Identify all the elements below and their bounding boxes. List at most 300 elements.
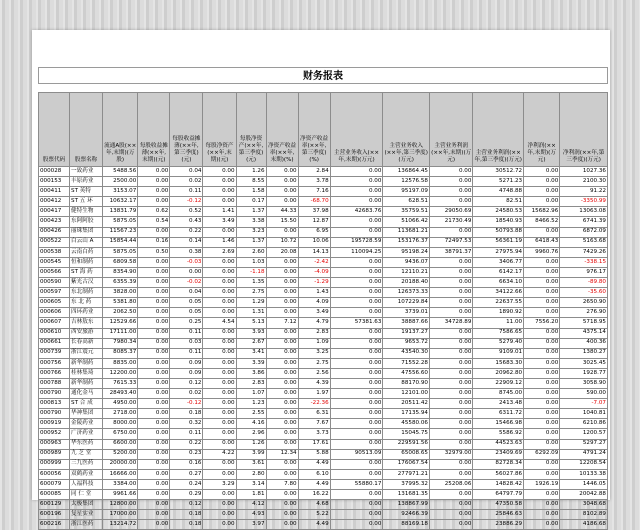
table-cell[interactable]: 九 芝 堂 [70,449,103,459]
table-cell[interactable]: 19137.27 [383,328,430,338]
column-header[interactable]: 净利润(××年,第三季度)(万元) [560,93,608,167]
table-cell[interactable]: 1.37 [236,207,266,217]
table-cell[interactable]: 17.61 [298,439,330,449]
table-cell[interactable]: 2.75 [298,358,330,368]
table-cell[interactable]: 0.00 [203,389,236,399]
table-cell[interactable]: 0.52 [170,207,203,217]
table-cell[interactable]: 0.18 [170,520,203,530]
table-cell[interactable]: 0.00 [203,197,236,207]
table-cell[interactable]: 6210.86 [560,419,608,429]
table-cell[interactable]: 0.62 [138,207,170,217]
table-cell[interactable]: 3.78 [298,177,330,187]
table-cell[interactable]: ST 海 药 [70,267,103,277]
table-cell[interactable]: 0.00 [330,278,383,288]
table-cell[interactable]: 5.13 [236,318,266,328]
table-cell[interactable]: 4186.68 [560,520,608,530]
table-cell[interactable]: 0.00 [330,429,383,439]
table-cell[interactable]: 0.00 [330,217,383,227]
table-cell[interactable]: 9961.66 [103,490,138,500]
table-cell[interactable]: 0.00 [138,469,170,479]
table-cell[interactable]: 4.54 [203,318,236,328]
table-cell[interactable]: 2650.90 [560,298,608,308]
table-cell[interactable]: 56027.86 [473,469,524,479]
table-cell[interactable]: 176067.54 [383,459,430,469]
table-cell[interactable]: 15045.75 [383,429,430,439]
table-cell[interactable]: 0.00 [524,419,560,429]
table-cell[interactable]: 590.00 [560,389,608,399]
table-cell[interactable]: 0.00 [524,328,560,338]
table-cell[interactable]: 0.00 [203,227,236,237]
table-cell[interactable]: 4748.88 [473,187,524,197]
table-cell[interactable]: 47350.58 [473,500,524,510]
table-cell[interactable]: 白云山 A [70,237,103,247]
table-cell[interactable]: 72497.53 [429,237,472,247]
table-cell[interactable]: 000790 [39,389,70,399]
table-cell[interactable]: 0.00 [203,177,236,187]
table-cell[interactable]: 4.68 [298,500,330,510]
table-cell[interactable]: -22.36 [298,399,330,409]
table-cell[interactable]: 8102.89 [560,510,608,520]
table-cell[interactable]: 2.75 [236,288,266,298]
table-cell[interactable]: 3.93 [236,328,266,338]
table-cell[interactable]: 1027.36 [560,167,608,177]
table-cell[interactable]: 20000.00 [103,459,138,469]
table-cell[interactable]: 3.23 [236,227,266,237]
table-cell[interactable]: 0.43 [170,217,203,227]
table-cell[interactable]: 000766 [39,368,70,378]
table-cell[interactable]: 0.00 [330,298,383,308]
table-cell[interactable]: 0.00 [138,288,170,298]
table-cell[interactable]: 0.00 [138,227,170,237]
table-cell[interactable]: ST 合 成 [70,399,103,409]
table-cell[interactable]: 88170.90 [383,378,430,388]
table-cell[interactable]: 0.12 [170,378,203,388]
table-cell[interactable]: 6355.39 [103,278,138,288]
table-cell[interactable]: 5297.27 [560,439,608,449]
table-cell[interactable]: 8835.00 [103,358,138,368]
table-cell[interactable]: 3.73 [298,429,330,439]
table-cell[interactable]: 0.00 [203,167,236,177]
table-cell[interactable]: 0.00 [524,278,560,288]
table-cell[interactable]: 2.80 [236,469,266,479]
table-cell[interactable]: 0.00 [429,429,472,439]
table-cell[interactable]: 1.81 [236,490,266,500]
table-cell[interactable]: 0.00 [203,348,236,358]
table-cell[interactable]: 0.18 [170,510,203,520]
column-header[interactable]: 每股收益摊薄(××年,第三季度)(元) [170,93,203,167]
table-cell[interactable]: 000411 [39,187,70,197]
table-cell[interactable]: 0.00 [330,510,383,520]
table-cell[interactable]: 0.00 [429,500,472,510]
table-cell[interactable]: 113681.21 [383,227,430,237]
table-cell[interactable]: 0.00 [203,257,236,267]
table-cell[interactable]: 82.51 [473,197,524,207]
table-cell[interactable]: 0.00 [429,187,472,197]
table-cell[interactable]: 0.00 [429,459,472,469]
table-cell[interactable]: 0.00 [429,399,472,409]
table-cell[interactable]: 8745.00 [473,389,524,399]
table-cell[interactable]: 0.00 [429,267,472,277]
table-cell[interactable]: 0.00 [524,368,560,378]
table-cell[interactable]: 0.00 [138,449,170,459]
table-cell[interactable]: 1.09 [298,338,330,348]
table-cell[interactable]: 0.25 [170,318,203,328]
table-cell[interactable]: 3384.00 [103,479,138,489]
table-cell[interactable]: 35759.51 [383,207,430,217]
table-cell[interactable]: 0.00 [429,419,472,429]
table-cell[interactable]: ST 英特 [70,187,103,197]
table-cell[interactable]: 1.23 [236,399,266,409]
table-cell[interactable]: 1380.27 [560,348,608,358]
table-cell[interactable]: 0.11 [170,429,203,439]
table-cell[interactable]: 1.46 [203,237,236,247]
table-cell[interactable]: 000661 [39,338,70,348]
table-cell[interactable]: 3.38 [236,217,266,227]
table-cell[interactable]: 3.97 [236,520,266,530]
table-cell[interactable]: -0.03 [170,257,203,267]
table-cell[interactable]: 32979.00 [429,449,472,459]
column-header[interactable]: 流通A股(××年,末期)(万股) [103,93,138,167]
table-cell[interactable]: 0.00 [429,197,472,207]
table-cell[interactable]: 2500.00 [103,177,138,187]
table-cell[interactable]: 3058.90 [560,378,608,388]
table-cell[interactable]: 55880.17 [330,479,383,489]
table-cell[interactable]: 0.00 [138,318,170,328]
table-cell[interactable]: 0.16 [170,459,203,469]
table-cell[interactable]: 0.04 [170,288,203,298]
table-cell[interactable]: 0.00 [266,177,298,187]
table-cell[interactable]: 2.83 [236,378,266,388]
table-cell[interactable]: 195728.59 [330,237,383,247]
table-cell[interactable]: 107229.84 [383,298,430,308]
table-cell[interactable]: 0.00 [524,348,560,358]
table-cell[interactable]: 1.41 [203,207,236,217]
table-cell[interactable]: 0.00 [266,167,298,177]
table-cell[interactable]: 2.55 [236,409,266,419]
table-cell[interactable]: 1.35 [236,278,266,288]
table-cell[interactable]: 88169.18 [383,520,430,530]
table-cell[interactable]: 5488.56 [103,167,138,177]
table-cell[interactable]: 000538 [39,247,70,257]
table-cell[interactable]: 47556.60 [383,368,430,378]
table-cell[interactable]: 0.27 [170,469,203,479]
table-cell[interactable]: 3.49 [203,217,236,227]
table-cell[interactable]: 0.00 [138,490,170,500]
table-cell[interactable]: 10133.38 [560,469,608,479]
table-cell[interactable]: 太极集团 [70,500,103,510]
table-cell[interactable]: 0.00 [266,429,298,439]
table-cell[interactable]: 4.49 [298,479,330,489]
table-cell[interactable]: 2062.50 [103,308,138,318]
table-cell[interactable]: 50793.88 [473,227,524,237]
table-cell[interactable]: 9436.07 [383,257,430,267]
table-cell[interactable]: 20188.40 [383,278,430,288]
table-cell[interactable]: 0.00 [203,308,236,318]
table-cell[interactable]: 64797.79 [473,490,524,500]
table-cell[interactable]: 6.10 [298,469,330,479]
table-cell[interactable]: 6.95 [298,227,330,237]
table-cell[interactable]: 0.00 [330,197,383,207]
table-cell[interactable]: 23409.69 [473,449,524,459]
table-cell[interactable]: 20962.80 [473,368,524,378]
table-cell[interactable]: 4.22 [203,449,236,459]
table-cell[interactable]: 400.36 [560,338,608,348]
table-cell[interactable]: 0.00 [266,368,298,378]
table-cell[interactable]: 0.00 [138,409,170,419]
table-cell[interactable]: 3.41 [236,348,266,358]
table-cell[interactable]: 0.00 [138,257,170,267]
table-cell[interactable]: 0.00 [330,288,383,298]
table-cell[interactable]: 0.00 [138,378,170,388]
table-cell[interactable]: 71552.28 [383,358,430,368]
table-cell[interactable]: 0.18 [170,409,203,419]
table-cell[interactable]: 23886.29 [473,520,524,530]
table-cell[interactable]: 6809.58 [103,257,138,267]
table-cell[interactable]: 44.33 [266,207,298,217]
table-cell[interactable]: 0.04 [170,167,203,177]
table-cell[interactable]: 0.00 [524,338,560,348]
table-cell[interactable]: 5875.05 [103,247,138,257]
table-cell[interactable]: 0.00 [203,429,236,439]
table-cell[interactable]: 0.09 [170,358,203,368]
table-cell[interactable]: 0.00 [266,358,298,368]
table-cell[interactable]: 000790 [39,409,70,419]
table-cell[interactable]: 15682.96 [524,207,560,217]
table-cell[interactable]: 0.00 [524,399,560,409]
table-cell[interactable]: 30512.72 [473,167,524,177]
table-cell[interactable]: 0.00 [138,459,170,469]
table-cell[interactable]: 1.37 [236,237,266,247]
table-cell[interactable]: 000989 [39,449,70,459]
table-cell[interactable]: 2100.30 [560,177,608,187]
table-cell[interactable]: 0.00 [429,278,472,288]
table-cell[interactable]: 0.00 [330,328,383,338]
table-cell[interactable]: 0.00 [203,459,236,469]
table-cell[interactable]: 7.67 [298,419,330,429]
table-cell[interactable]: 0.00 [203,328,236,338]
table-cell[interactable]: 0.00 [170,267,203,277]
table-cell[interactable]: 15466.98 [473,419,524,429]
table-cell[interactable]: 0.00 [266,459,298,469]
table-cell[interactable]: 20.08 [266,247,298,257]
table-cell[interactable]: 0.00 [429,409,472,419]
table-cell[interactable]: 5.22 [298,510,330,520]
table-cell[interactable]: 一致药业 [70,167,103,177]
table-cell[interactable]: 0.00 [429,227,472,237]
table-cell[interactable]: 5271.23 [473,177,524,187]
table-cell[interactable]: 1.29 [236,298,266,308]
table-cell[interactable]: 11567.23 [103,227,138,237]
table-cell[interactable]: 0.00 [524,520,560,530]
table-cell[interactable]: 0.00 [524,187,560,197]
table-cell[interactable]: 600085 [39,490,70,500]
table-cell[interactable]: 0.00 [330,358,383,368]
table-cell[interactable]: 45580.06 [383,419,430,429]
table-cell[interactable]: 6311.72 [473,409,524,419]
table-cell[interactable]: 110094.25 [330,247,383,257]
table-cell[interactable]: 0.00 [429,328,472,338]
table-cell[interactable]: 0.00 [138,429,170,439]
table-cell[interactable]: 10.72 [266,237,298,247]
table-cell[interactable]: 0.00 [330,338,383,348]
table-cell[interactable]: 0.09 [170,368,203,378]
table-cell[interactable]: 0.00 [429,167,472,177]
table-cell[interactable]: 15.50 [266,217,298,227]
table-cell[interactable]: 12576.58 [383,177,430,187]
table-cell[interactable]: 5200.00 [103,449,138,459]
table-cell[interactable]: 0.00 [138,399,170,409]
table-cell[interactable]: 277971.21 [383,469,430,479]
table-cell[interactable]: -89.80 [560,278,608,288]
table-cell[interactable]: 0.00 [330,308,383,318]
table-cell[interactable]: 0.00 [330,348,383,358]
table-cell[interactable]: 云南白药 [70,247,103,257]
table-cell[interactable]: 0.00 [138,338,170,348]
table-cell[interactable]: 229591.56 [383,439,430,449]
table-cell[interactable]: 0.00 [203,288,236,298]
table-cell[interactable]: 6750.00 [103,429,138,439]
table-cell[interactable]: 17000.00 [103,510,138,520]
table-cell[interactable]: 29050.69 [429,207,472,217]
table-cell[interactable]: 0.00 [203,368,236,378]
table-cell[interactable]: 0.00 [429,439,472,449]
table-cell[interactable]: -1.29 [298,278,330,288]
table-cell[interactable]: 0.00 [203,490,236,500]
table-cell[interactable]: 0.00 [429,348,472,358]
table-cell[interactable]: 0.00 [266,520,298,530]
table-cell[interactable]: 双鹤药业 [70,469,103,479]
table-cell[interactable]: 65008.65 [383,449,430,459]
table-cell[interactable]: 4.93 [236,510,266,520]
table-cell[interactable]: 金陵药业 [70,419,103,429]
table-cell[interactable]: 1.58 [236,187,266,197]
table-cell[interactable]: 000952 [39,429,70,439]
table-cell[interactable]: 0.00 [266,328,298,338]
table-cell[interactable]: 3.99 [236,449,266,459]
table-cell[interactable]: 0.16 [138,237,170,247]
table-cell[interactable]: 9960.76 [524,247,560,257]
table-cell[interactable]: 14.13 [298,247,330,257]
table-cell[interactable]: 000963 [39,439,70,449]
table-cell[interactable]: 0.00 [524,197,560,207]
table-cell[interactable]: 2.84 [298,167,330,177]
table-cell[interactable]: 91.22 [560,187,608,197]
table-cell[interactable]: 1.97 [298,389,330,399]
table-cell[interactable]: 82728.34 [473,459,524,469]
table-cell[interactable]: -3350.99 [560,197,608,207]
table-cell[interactable]: 12.34 [266,449,298,459]
table-cell[interactable]: 0.00 [429,177,472,187]
table-cell[interactable]: 000522 [39,237,70,247]
table-cell[interactable]: 37995.32 [383,479,430,489]
table-cell[interactable]: 0.00 [203,338,236,348]
table-cell[interactable]: 153176.37 [383,237,430,247]
table-cell[interactable]: 600196 [39,510,70,520]
table-cell[interactable]: 6600.00 [103,439,138,449]
table-cell[interactable]: 600129 [39,500,70,510]
table-cell[interactable]: 0.00 [138,520,170,530]
table-cell[interactable]: 17111.00 [103,328,138,338]
table-cell[interactable]: 4.16 [236,419,266,429]
table-cell[interactable]: 3.25 [298,348,330,358]
table-cell[interactable]: 56361.19 [473,237,524,247]
table-cell[interactable]: 3.49 [298,308,330,318]
table-cell[interactable]: 3025.45 [560,358,608,368]
table-cell[interactable]: 0.11 [170,348,203,358]
table-cell[interactable]: 0.00 [266,510,298,520]
table-cell[interactable]: 000426 [39,227,70,237]
table-cell[interactable]: 3406.77 [473,257,524,267]
table-cell[interactable]: 95197.09 [383,187,430,197]
table-cell[interactable]: ST 五 环 [70,197,103,207]
table-cell[interactable]: 000606 [39,308,70,318]
table-cell[interactable]: 0.00 [138,177,170,187]
table-cell[interactable]: 0.00 [330,409,383,419]
table-cell[interactable]: 东北制药 [70,288,103,298]
table-cell[interactable]: 3153.07 [103,187,138,197]
table-cell[interactable]: 0.50 [138,247,170,257]
table-cell[interactable]: 0.00 [429,510,472,520]
table-cell[interactable]: 4.79 [298,318,330,328]
table-cell[interactable]: 0.00 [266,378,298,388]
table-cell[interactable]: 长春高新 [70,338,103,348]
table-cell[interactable]: 7.16 [298,187,330,197]
table-cell[interactable]: 90513.09 [330,449,383,459]
table-cell[interactable]: 0.00 [429,257,472,267]
table-cell[interactable]: 38791.37 [429,247,472,257]
table-cell[interactable]: 0.00 [138,328,170,338]
table-cell[interactable]: 0.00 [203,469,236,479]
table-cell[interactable]: 000597 [39,288,70,298]
table-cell[interactable]: 25846.63 [473,510,524,520]
table-cell[interactable]: 12110.21 [383,267,430,277]
table-cell[interactable]: 丽珠集团 [70,227,103,237]
table-cell[interactable]: 12200.00 [103,368,138,378]
table-cell[interactable]: 16666.00 [103,469,138,479]
table-cell[interactable]: 0.00 [330,368,383,378]
column-header[interactable]: 净资产收益率(××年,第三季度)(%) [298,93,330,167]
table-cell[interactable]: 000417 [39,207,70,217]
table-cell[interactable]: 10632.17 [103,197,138,207]
table-cell[interactable]: 138867.99 [383,500,430,510]
table-cell[interactable]: 7980.34 [103,338,138,348]
table-cell[interactable]: 0.00 [524,288,560,298]
table-cell[interactable]: 000813 [39,399,70,409]
table-cell[interactable]: 0.00 [203,510,236,520]
table-cell[interactable]: 0.00 [266,227,298,237]
table-cell[interactable]: 0.00 [266,338,298,348]
table-cell[interactable]: 8085.37 [103,348,138,358]
table-cell[interactable]: 3048.68 [560,500,608,510]
table-cell[interactable]: 6634.10 [473,278,524,288]
table-cell[interactable]: 5875.05 [103,217,138,227]
table-cell[interactable]: 1928.77 [560,368,608,378]
table-cell[interactable]: 2.83 [298,328,330,338]
table-cell[interactable]: 22637.55 [473,298,524,308]
column-header[interactable]: 净利润(××年,末期)(万元) [524,93,560,167]
table-cell[interactable]: -0.12 [170,399,203,409]
table-cell[interactable]: 0.24 [170,479,203,489]
table-cell[interactable]: 3.14 [236,479,266,489]
table-cell[interactable]: 6418.43 [524,237,560,247]
table-cell[interactable]: 0.00 [266,490,298,500]
table-cell[interactable]: 43540.30 [383,348,430,358]
table-cell[interactable]: 1.43 [298,288,330,298]
table-cell[interactable]: 广济药业 [70,429,103,439]
table-cell[interactable]: 3.61 [236,459,266,469]
table-cell[interactable]: 0.00 [138,479,170,489]
table-cell[interactable]: 0.00 [330,520,383,530]
